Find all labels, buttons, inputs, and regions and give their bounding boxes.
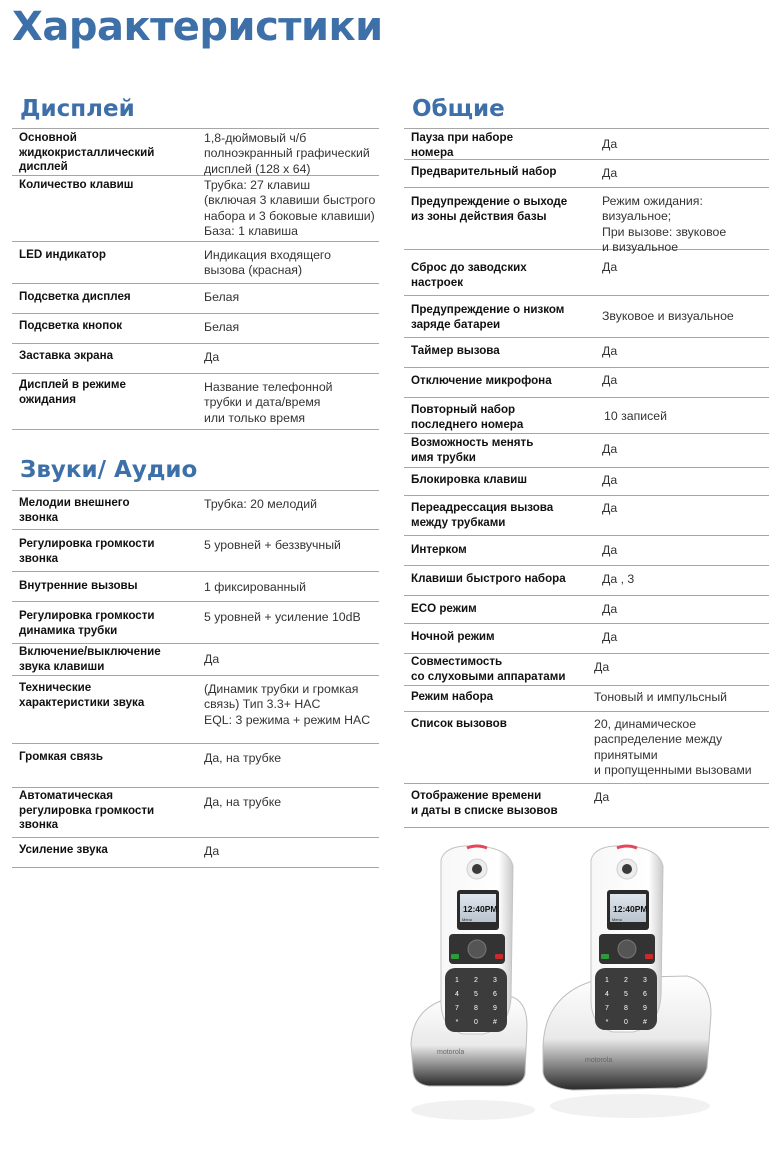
screen-time: 12:40PM [463, 904, 498, 914]
spec-value: Да [602, 630, 618, 644]
key-5: 5 [474, 991, 478, 998]
spec-value: Да [602, 442, 618, 456]
table-row [404, 784, 769, 828]
spec-value: Да [602, 344, 618, 358]
spec-value: 10 записей [604, 409, 667, 423]
phones-image [405, 838, 777, 1138]
key-4: 4 [605, 991, 609, 998]
spec-value: Трубка: 20 мелодий [204, 497, 317, 511]
key-7: 7 [605, 1005, 609, 1012]
table-row [404, 434, 769, 468]
table-row [404, 686, 769, 712]
phone-right [543, 846, 711, 1090]
spec-value: Тоновый и импульсный [594, 690, 728, 704]
spec-value: Да [602, 501, 618, 515]
table-row [404, 250, 769, 296]
spec-label: Блокировка клавиш [411, 473, 527, 486]
table-row [404, 654, 769, 686]
spec-value: Индикация входящего вызова (красная) [204, 248, 331, 278]
spec-label: Повторный набор последнего номера [411, 403, 524, 431]
spec-value: Да [602, 166, 618, 180]
spec-label: Отключение микрофона [411, 374, 552, 387]
table-row [404, 128, 769, 160]
sound-table [12, 490, 379, 870]
table-row [12, 838, 379, 868]
spec-value: Да [602, 543, 618, 557]
key-9: 9 [643, 1005, 647, 1012]
spec-label: Количество клавиш [19, 178, 134, 191]
key-star: * [455, 1019, 459, 1026]
spec-label: ECO режим [411, 602, 477, 615]
page-title: Характеристики [12, 4, 383, 50]
spec-label: Дисплей в режиме ожидания [19, 378, 126, 406]
table-row [12, 676, 379, 744]
spec-label: Переадрессация вызова между трубками [411, 501, 554, 529]
table-row [404, 536, 769, 566]
spec-label: Сброс до заводских настроек [411, 261, 527, 289]
table-row [404, 712, 769, 784]
key-hash: # [643, 1019, 647, 1026]
spec-label: Подсветка дисплея [19, 290, 131, 303]
key-9: 9 [493, 1005, 497, 1012]
table-row [12, 744, 379, 788]
spec-value: Режим ожидания: визуальное; При вызове: звуковое и визуальное [602, 194, 727, 254]
spec-value: Да [602, 473, 618, 487]
key-0: 0 [624, 1019, 628, 1026]
spec-label: Таймер вызова [411, 344, 500, 357]
screen-menu: Menu [612, 917, 623, 922]
spec-value: Белая [204, 290, 240, 304]
spec-value: 1 фиксированный [204, 580, 306, 594]
spec-value: 20, динамическое распределение между принятыми и пропущенными вызовами [594, 717, 752, 777]
phone-left [411, 846, 527, 1086]
key-hash: # [493, 1019, 497, 1026]
spec-label: Громкая связь [19, 750, 104, 763]
key-3: 3 [643, 977, 647, 984]
table-row [12, 644, 379, 676]
key-star: * [605, 1019, 609, 1026]
spec-value: Да, на трубке [204, 751, 282, 765]
spec-label: Отображение времени и даты в списке вызовов [411, 789, 558, 817]
key-3: 3 [493, 977, 497, 984]
spec-value: Да [204, 652, 220, 666]
key-1: 1 [455, 977, 459, 984]
spec-label: Предупреждение о низком заряде батареи [411, 303, 565, 331]
table-row [404, 596, 769, 624]
spec-value: Да, на трубке [204, 795, 282, 809]
table-row [404, 566, 769, 596]
spec-label: Заставка экрана [19, 349, 114, 362]
key-0: 0 [474, 1019, 478, 1026]
spec-value: Трубка: 27 клавиш (включая 3 клавиши быстрого набора и 3 боковые клавиши) База: 1 клавиша [204, 178, 376, 238]
table-row [404, 368, 769, 398]
spec-label: Автоматическая регулировка громкости звонка [19, 789, 155, 831]
spec-value: 5 уровней + усиление 10dB [204, 610, 361, 624]
spec-value: Да [594, 660, 610, 674]
spec-value: Да [594, 790, 610, 804]
spec-label: Мелодии внешнего звонка [19, 496, 130, 524]
base-brand-text: motorola [437, 1049, 465, 1056]
spec-value: (Динамик трубки и громкая связь) Тип 3.3+ HAC EQL: 3 режима + режим HAC [204, 682, 371, 727]
key-6: 6 [493, 991, 497, 998]
spec-label: Пауза при наборе номера [411, 131, 514, 159]
spec-label: Регулировка громкости звонка [19, 537, 155, 565]
spec-label: Регулировка громкости динамика трубки [19, 609, 155, 637]
table-row [12, 128, 379, 176]
spec-label: Режим набора [411, 690, 494, 703]
display-table [12, 128, 379, 430]
spec-value: Название телефонной трубки и дата/время или только время [204, 380, 333, 425]
key-2: 2 [474, 977, 478, 984]
spec-label: Внутренние вызовы [19, 579, 138, 592]
display-heading: Дисплей [20, 96, 135, 122]
table-row [404, 398, 769, 434]
table-row [404, 624, 769, 654]
screen-menu: Menu [462, 917, 473, 922]
key-2: 2 [624, 977, 628, 984]
spec-label: Технические характеристики звука [19, 681, 145, 709]
spec-value: Да [602, 602, 618, 616]
key-1: 1 [605, 977, 609, 984]
table-row [404, 188, 769, 254]
spec-value: Да [204, 350, 220, 364]
key-8: 8 [624, 1005, 628, 1012]
spec-label: LED индикатор [19, 248, 106, 261]
key-4: 4 [455, 991, 459, 998]
table-row [12, 314, 379, 344]
general-heading: Общие [412, 96, 505, 122]
table-row [404, 496, 769, 536]
spec-value: Белая [204, 320, 240, 334]
base-brand-text: motorola [585, 1057, 613, 1064]
spec-label: Предупреждение о выходе из зоны действия базы [411, 195, 568, 223]
key-7: 7 [455, 1005, 459, 1012]
table-row [12, 572, 379, 602]
spec-label: Ночной режим [411, 630, 495, 643]
spec-label: Усиление звука [19, 843, 108, 856]
spec-label: Подсветка кнопок [19, 319, 123, 332]
spec-label: Предварительный набор [411, 165, 557, 178]
table-row [12, 602, 379, 644]
spec-label: Клавиши быстрого набора [411, 572, 566, 585]
spec-value: Да [602, 373, 618, 387]
key-5: 5 [624, 991, 628, 998]
spec-label: Включение/выключение звука клавиши [19, 645, 161, 673]
spec-value: 5 уровней + беззвучный [204, 538, 341, 552]
spec-value: Да [602, 137, 618, 151]
general-table [404, 128, 769, 828]
table-row [12, 788, 379, 838]
sound-heading: Звуки/ Аудио [20, 457, 198, 483]
key-6: 6 [643, 991, 647, 998]
spec-label: Интерком [411, 543, 467, 556]
key-8: 8 [474, 1005, 478, 1012]
spec-label: Возможность менять имя трубки [411, 436, 534, 464]
spec-label: Совместимость со слуховыми аппаратами [411, 655, 566, 683]
spec-value: Звуковое и визуальное [602, 309, 734, 323]
spec-label: Основной жидкокристаллический дисплей [19, 131, 155, 173]
spec-label: Список вызовов [411, 717, 507, 730]
table-row [12, 176, 379, 242]
table-row [404, 296, 769, 338]
table-row [12, 344, 379, 374]
table-row [404, 468, 769, 496]
screen-time: 12:40PM [613, 904, 648, 914]
table-row [12, 242, 379, 284]
spec-value: 1,8-дюймовый ч/б полноэкранный графический дисплей (128 x 64) [204, 131, 370, 176]
spec-value: Да , 3 [602, 572, 635, 586]
table-row [12, 530, 379, 572]
table-row [12, 490, 379, 530]
spec-value: Да [602, 260, 618, 274]
table-row [404, 160, 769, 188]
spec-value: Да [204, 844, 220, 858]
table-row [12, 374, 379, 430]
table-row [12, 284, 379, 314]
table-row [404, 338, 769, 368]
